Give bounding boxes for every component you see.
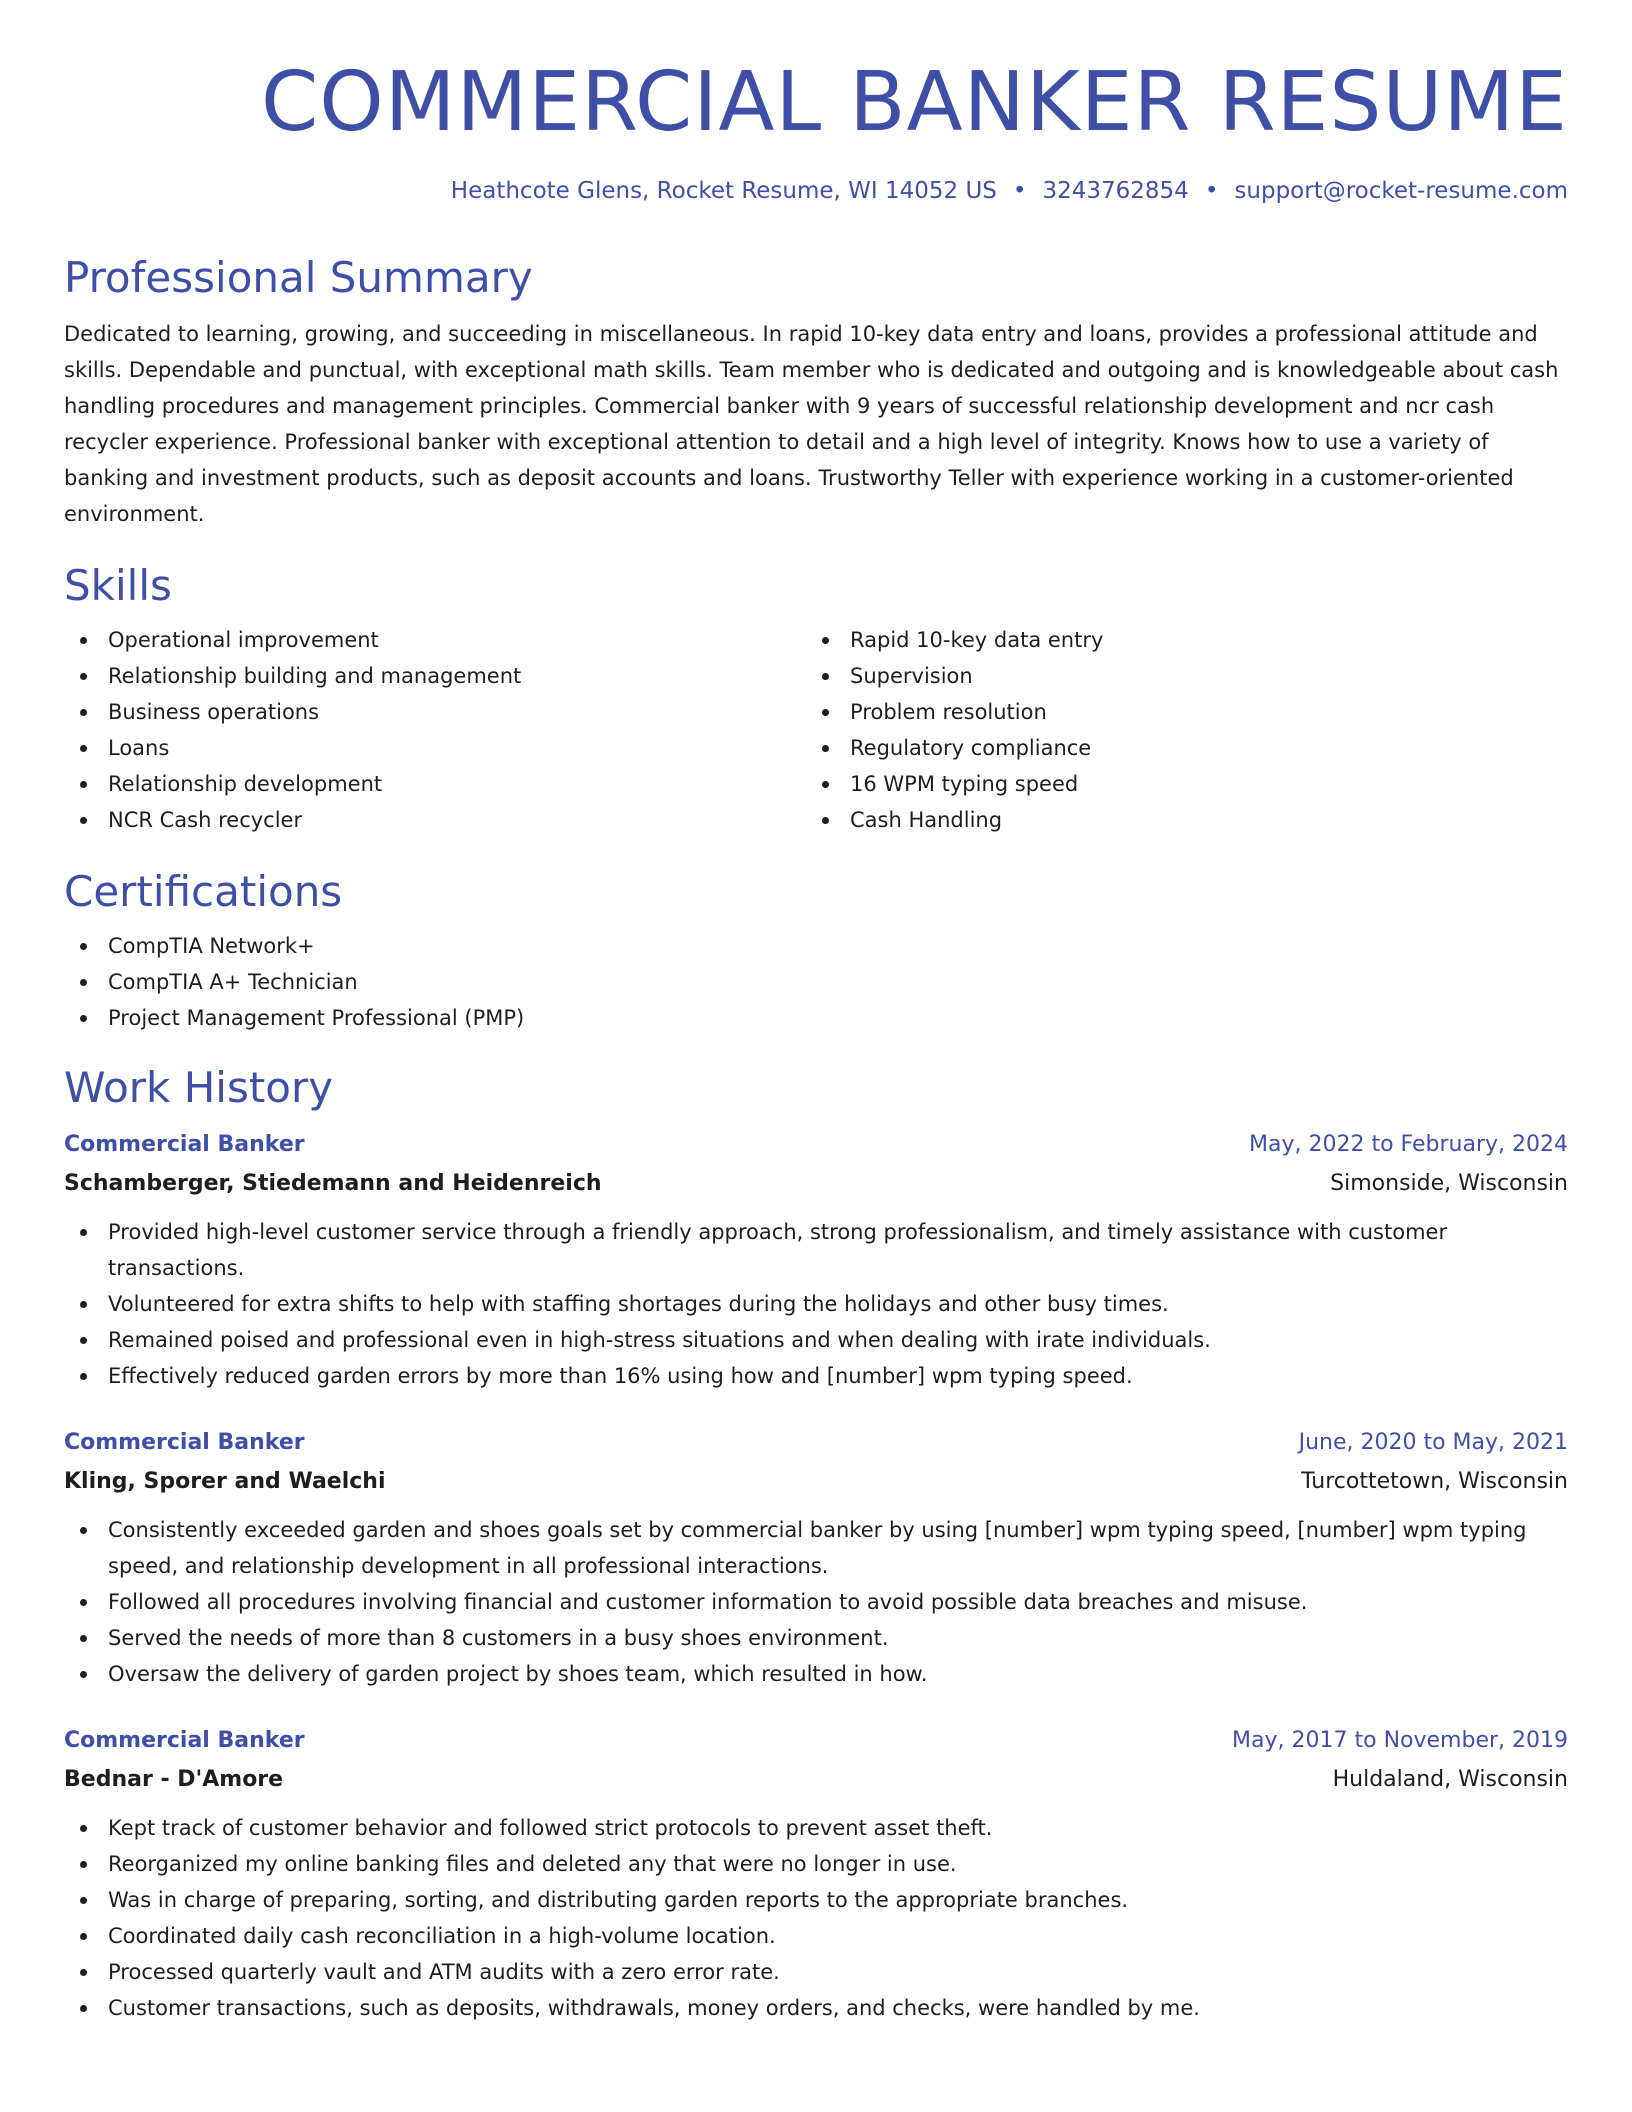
job-employer-row xyxy=(64,1760,1568,1800)
job-company: Schamberger, Stiedemann and Heidenreich xyxy=(64,1171,602,1196)
skill-item: Regulatory compliance xyxy=(806,730,1548,766)
contact-address: Heathcote Glens, Rocket Resume, WI 14052 US xyxy=(450,178,997,204)
job-bullet: Oversaw the delivery of garden project by shoes team, which resulted in how. xyxy=(64,1656,1568,1692)
job-bullet: Reorganized my online banking files and deleted any that were no longer in use. xyxy=(64,1846,1568,1882)
contact-phone: 3243762854 xyxy=(1042,178,1189,204)
summary-text: Dedicated to learning, growing, and succeeding in miscellaneous. In rapid 10-key data entry and loans, provides a professional attitude and skills. Dependable and punctual, with exceptional math skills. Team member who is dedicated and outgoing and is knowledgeable about cash handling procedures and management principles. Commercial banker with 9 years of successful relationship development and ncr cash recycler experience. Professional banker with exceptional attention to detail and a high level of integrity. Knows how to use a variety of banking and investment products, such as deposit accounts and loans. Trustworthy Teller with experience working in a customer-oriented environment. xyxy=(64,322,1559,526)
job-entry xyxy=(64,1424,1568,1692)
job-title: Commercial Banker xyxy=(64,1430,305,1455)
job-location: Simonside, Wisconsin xyxy=(1330,1171,1568,1196)
certification-item: Project Management Professional (PMP) xyxy=(64,1000,1568,1036)
skill-item: Problem resolution xyxy=(806,694,1548,730)
skill-item: Business operations xyxy=(64,694,806,730)
job-dates: May, 2022 to February, 2024 xyxy=(1249,1132,1568,1157)
skills-list-right xyxy=(806,622,1548,838)
job-dates: May, 2017 to November, 2019 xyxy=(1232,1728,1568,1753)
job-title: Commercial Banker xyxy=(64,1728,305,1753)
job-employer-row xyxy=(64,1462,1568,1502)
job-bullet: Kept track of customer behavior and followed strict protocols to prevent asset theft. xyxy=(64,1810,1568,1846)
job-location: Huldaland, Wisconsin xyxy=(1332,1767,1568,1792)
job-bullet: Provided high-level customer service through a friendly approach, strong professionalism, and timely assistance with customer transactions. xyxy=(64,1214,1568,1286)
job-header-row xyxy=(64,1126,1568,1164)
skill-item: Relationship development xyxy=(64,766,806,802)
skill-item: NCR Cash recycler xyxy=(64,802,806,838)
skills-list-left xyxy=(64,622,806,838)
contact-separator: • xyxy=(1012,178,1027,204)
skills-grid xyxy=(64,622,1568,838)
skills-column-left xyxy=(64,622,806,838)
skill-item: Loans xyxy=(64,730,806,766)
job-employer-row xyxy=(64,1164,1568,1204)
job-header-row xyxy=(64,1424,1568,1462)
job-bullets xyxy=(64,1810,1568,2026)
job-title: Commercial Banker xyxy=(64,1132,305,1157)
work-history-heading: Work History xyxy=(64,1063,334,1112)
job-entry xyxy=(64,1722,1568,2026)
skills-column-right xyxy=(806,622,1548,838)
contact-email: support@rocket-resume.com xyxy=(1234,178,1568,204)
job-bullet: Effectively reduced garden errors by more than 16% using how and [number] wpm typing speed. xyxy=(64,1358,1568,1394)
certification-item: CompTIA A+ Technician xyxy=(64,964,1568,1000)
job-bullet: Customer transactions, such as deposits, withdrawals, money orders, and checks, were handled by me. xyxy=(64,1990,1568,2026)
job-bullet: Remained poised and professional even in high-stress situations and when dealing with irate individuals. xyxy=(64,1322,1568,1358)
job-bullet: Volunteered for extra shifts to help with staffing shortages during the holidays and other busy times. xyxy=(64,1286,1568,1322)
skill-item: 16 WPM typing speed xyxy=(806,766,1548,802)
skill-item: Supervision xyxy=(806,658,1548,694)
contact-separator: • xyxy=(1204,178,1219,204)
certification-item: CompTIA Network+ xyxy=(64,928,1568,964)
job-bullets xyxy=(64,1214,1568,1394)
skill-item: Rapid 10-key data entry xyxy=(806,622,1548,658)
job-bullets xyxy=(64,1512,1568,1692)
contact-line xyxy=(64,176,1568,206)
job-company: Kling, Sporer and Waelchi xyxy=(64,1469,386,1494)
skill-item: Cash Handling xyxy=(806,802,1548,838)
job-entry xyxy=(64,1126,1568,1394)
job-bullet: Coordinated daily cash reconciliation in a high-volume location. xyxy=(64,1918,1568,1954)
certifications-heading: Certifications xyxy=(64,867,343,916)
job-bullet: Followed all procedures involving financial and customer information to avoid possible data breaches and misuse. xyxy=(64,1584,1568,1620)
job-bullet: Was in charge of preparing, sorting, and distributing garden reports to the appropriate branches. xyxy=(64,1882,1568,1918)
skills-heading: Skills xyxy=(64,561,172,610)
skill-item: Operational improvement xyxy=(64,622,806,658)
resume-title: COMMERCIAL BANKER RESUME xyxy=(260,55,1568,150)
job-dates: June, 2020 to May, 2021 xyxy=(1298,1430,1568,1455)
job-header-row xyxy=(64,1722,1568,1760)
job-bullet: Served the needs of more than 8 customers in a busy shoes environment. xyxy=(64,1620,1568,1656)
job-bullet: Processed quarterly vault and ATM audits with a zero error rate. xyxy=(64,1954,1568,1990)
job-company: Bednar - D'Amore xyxy=(64,1767,284,1792)
skill-item: Relationship building and management xyxy=(64,658,806,694)
job-location: Turcottetown, Wisconsin xyxy=(1301,1469,1568,1494)
summary-heading: Professional Summary xyxy=(64,253,533,302)
job-bullet: Consistently exceeded garden and shoes goals set by commercial banker by using [number] wpm typing speed, [number] wpm typing speed, and relationship development in all professional interactions. xyxy=(64,1512,1568,1584)
certifications-list xyxy=(64,928,1568,1036)
